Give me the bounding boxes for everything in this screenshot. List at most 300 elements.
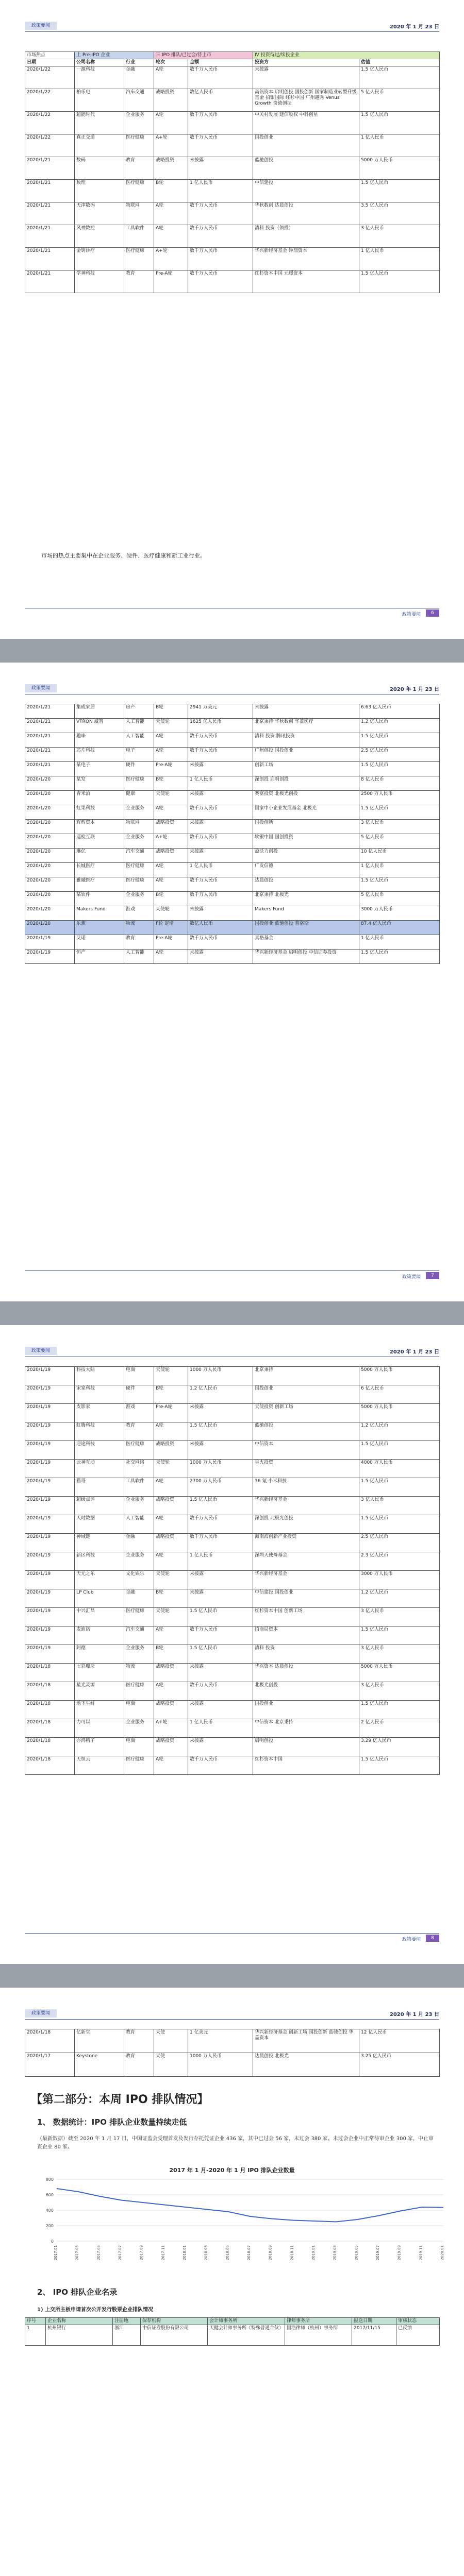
table-cell: 华兴新经济基金: [253, 1571, 359, 1589]
page-header: [25, 1346, 439, 1357]
table-cell: 2020/1/19: [25, 1497, 75, 1515]
table-row: [25, 1460, 440, 1478]
section-1-paragraph: （最新数据）截至 2020 年 1 月 17 日，中国证监会受理首发及发行存托凭证企业 436 家，其中已过会 56 家，未过会 380 家。未过会企业中正常待审企业 300 家，中止审查企业 80 家。: [37, 2136, 434, 2150]
table-cell: 天恒云: [75, 1756, 124, 1775]
table-cell: 12 亿人民币: [359, 2029, 440, 2053]
table-cell: 金融: [124, 1534, 154, 1552]
table-cell: 企业服务: [124, 1645, 154, 1664]
column-header: 保荐机构: [141, 2318, 208, 2325]
table-cell: 亿新堂: [75, 2029, 124, 2053]
y-tick-label: 0: [51, 2239, 54, 2244]
table-cell: 1.5 亿人民币: [359, 762, 440, 776]
table-cell: 未披露: [188, 1404, 253, 1422]
x-tick-label: 2018.05: [225, 2245, 230, 2260]
y-tick-label: 600: [45, 2193, 54, 2197]
page-number: 7: [426, 1272, 439, 1279]
table-cell: 未披露: [188, 820, 253, 834]
table-cell: 2020/1/21: [25, 719, 75, 733]
table-row: [25, 1552, 440, 1571]
table-row: [25, 1422, 440, 1441]
table-cell: 华秋数创 达晨创投: [253, 202, 359, 225]
table-cell: 力可以: [75, 1719, 124, 1738]
table-cell: 战略投资: [154, 1664, 188, 1682]
table-cell: 1.5 亿人民币: [359, 1701, 440, 1719]
table-cell: 2020/1/19: [25, 950, 75, 964]
table-cell: 盈沃力创投: [253, 849, 359, 863]
table-cell: 2020/1/20: [25, 863, 75, 877]
table-cell: 教育: [124, 157, 154, 180]
table-cell: 浙江: [113, 2325, 141, 2346]
table-cell: 华兴新经济基金: [253, 1497, 359, 1515]
table-cell: 深创投 北极光创投: [253, 1515, 359, 1534]
table-cell: 2020/1/21: [25, 270, 75, 293]
table-cell: 2017/11/15: [352, 2325, 396, 2346]
table-cell: 未披露: [188, 906, 253, 921]
table-cell: 一源科技: [75, 66, 124, 89]
table-cell: 2020/1/19: [25, 1422, 75, 1441]
column-header: 企业名称: [46, 2318, 113, 2325]
y-tick-label: 800: [45, 2177, 54, 2182]
x-tick-label: 2017.03: [75, 2245, 79, 2260]
x-tick-label: 2018.01: [183, 2245, 187, 2260]
legend-cell-2: 三 IPO 排队/已过会/待上市: [154, 52, 253, 59]
table-row: [25, 1701, 440, 1719]
table-cell: 数千万人民币: [188, 834, 253, 849]
table-cell: 国投创新: [253, 820, 359, 834]
table-cell: 未披露: [188, 1738, 253, 1756]
table-cell: 健康: [124, 791, 154, 805]
table-cell: 虹腾科技: [75, 1422, 124, 1441]
table-cell: 1 亿人民币: [359, 935, 440, 950]
column-header: 行业: [124, 59, 154, 66]
table-cell: 2020/1/20: [25, 820, 75, 834]
table-cell: 软银中国 国创投资: [253, 834, 359, 849]
table-cell: 2020/1/19: [25, 935, 75, 950]
table-cell: 2020/1/19: [25, 1608, 75, 1626]
table-cell: 5000 万人民币: [359, 1664, 440, 1682]
table-row: [25, 2053, 440, 2077]
table-cell: 天使轮: [154, 1608, 188, 1626]
table-cell: 战略投资: [154, 1497, 188, 1515]
investment-table-2: [25, 704, 440, 964]
table-cell: 招商局资本: [253, 1626, 359, 1645]
table-cell: 3.5 亿人民币: [359, 202, 440, 225]
table-cell: Pre-A轮: [154, 935, 188, 950]
table-cell: 5000 万人民币: [359, 1367, 440, 1385]
table-cell: 2 亿人民币: [359, 1719, 440, 1738]
table-cell: 3000 万人民币: [359, 1571, 440, 1589]
table-cell: A轮: [154, 1682, 188, 1701]
table-cell: 红杉资本中国: [253, 1756, 359, 1775]
table-cell: 猫哥: [75, 1478, 124, 1497]
table-cell: 战略投资: [154, 1534, 188, 1552]
table-cell: 国家中小企业发展基金 北极光: [253, 805, 359, 820]
table-cell: 教育: [124, 270, 154, 293]
table-cell: 2020/1/21: [25, 225, 75, 248]
table-cell: 中兴汇昌: [75, 1608, 124, 1626]
table-cell: 3 亿人民币: [359, 225, 440, 248]
table-cell: 1625 亿人民币: [188, 719, 253, 733]
table-cell: 数千万人民币: [188, 935, 253, 950]
table-row: [25, 2029, 440, 2053]
table-cell: A+轮: [154, 834, 188, 849]
table-cell: 蓝驰创投: [253, 1422, 359, 1441]
table-cell: 国投创业: [253, 134, 359, 157]
page-4: [0, 1988, 464, 2576]
chart-title: 2017 年 1 月-2020 年 1 月 IPO 排队企业数量: [169, 2167, 295, 2174]
table-cell: 医疗健康: [124, 1441, 154, 1460]
table-cell: 金融: [124, 1589, 154, 1608]
x-tick-label: 2018.03: [204, 2245, 208, 2260]
table-cell: 2020/1/20: [25, 921, 75, 935]
table-row: [25, 805, 440, 820]
x-tick-label: 2017.05: [96, 2245, 101, 2260]
table-cell: 麦迪诺: [75, 1626, 124, 1645]
table-cell: 医疗健康: [124, 134, 154, 157]
table-cell: 雅融医疗: [75, 877, 124, 892]
investment-table-3: [25, 1366, 440, 1775]
table-cell: 2020/1/18: [25, 1664, 75, 1682]
table-cell: 医疗健康: [124, 1682, 154, 1701]
x-tick-label: 2019.01: [311, 2245, 316, 2260]
table-cell: 华兴新经济基金 启明创投 中信证券投资: [253, 950, 359, 964]
page-header: [25, 2008, 439, 2020]
page-number: 6: [426, 609, 439, 617]
x-tick-label: 2019.11: [419, 2245, 423, 2260]
table-cell: 1000 万人民币: [188, 1367, 253, 1385]
table-cell: 天时数据: [75, 1515, 124, 1534]
table-cell: 电子: [124, 748, 154, 762]
table-cell: 中信资本: [253, 1441, 359, 1460]
table-cell: 2941 万美元: [188, 704, 253, 719]
table-cell: 未披露: [188, 1701, 253, 1719]
table-cell: 物流: [124, 921, 154, 935]
table-cell: 3.25 亿人民币: [359, 2053, 440, 2077]
table-cell: 数千万人民币: [188, 805, 253, 820]
table-cell: 阿德: [75, 1645, 124, 1664]
table-cell: 1.2 亿人民币: [359, 1422, 440, 1441]
table-cell: 超级点评: [75, 1497, 124, 1515]
legend-cell-3: IV 投资待过/续投企业: [253, 52, 440, 59]
table-cell: 宋家科技: [75, 1385, 124, 1404]
table-cell: 8 亿人民币: [359, 776, 440, 791]
table-cell: 2020/1/20: [25, 805, 75, 820]
table-cell: 人工智能: [124, 950, 154, 964]
table-cell: 2020/1/21: [25, 157, 75, 180]
table-cell: 2020/1/21: [25, 748, 75, 762]
table-cell: 1 亿人民币: [188, 1552, 253, 1571]
table-row: [25, 820, 440, 834]
table-cell: 趣味: [75, 733, 124, 748]
table-cell: 6.63 亿人民币: [359, 704, 440, 719]
table-cell: 未披露: [188, 157, 253, 180]
table-cell: 艾诺: [75, 935, 124, 950]
column-header: 轮次: [154, 59, 188, 66]
header-tag: 政策要闻: [25, 22, 57, 30]
table-cell: 教育: [124, 2029, 154, 2053]
x-tick-label: 2018.09: [268, 2245, 273, 2260]
table-cell: 深创投 启明创投: [253, 776, 359, 791]
table-cell: 战略投资: [154, 1738, 188, 1756]
table-cell: 医疗健康: [124, 776, 154, 791]
table-cell: 教育: [124, 2053, 154, 2077]
table-cell: 2020/1/19: [25, 1515, 75, 1534]
table-cell: 汽车交通: [124, 849, 154, 863]
table-cell: 1.5 亿人民币: [359, 877, 440, 892]
table-cell: 3 亿人民币: [359, 1682, 440, 1701]
table-cell: 数千万人民币: [188, 1534, 253, 1552]
table-cell: 新区科技: [75, 1552, 124, 1571]
table-cell: 天使投资 创新工场: [253, 1404, 359, 1422]
table-cell: 数千万人民币: [188, 248, 253, 270]
table-cell: 数理: [75, 180, 124, 202]
table-cell: 电商: [124, 1367, 154, 1385]
table-cell: 广州创投 国投创业: [253, 748, 359, 762]
table-cell: 电商: [124, 1701, 154, 1719]
table-cell: 学神科技: [75, 270, 124, 293]
table-cell: 1.5 亿人民币: [359, 270, 440, 293]
table-cell: 1 亿人民币: [188, 1719, 253, 1738]
table-cell: 企业服务: [124, 112, 154, 134]
table-cell: 1.5 亿人民币: [359, 1756, 440, 1775]
column-header: 序号: [25, 2318, 46, 2325]
investment-table-4: [25, 2029, 440, 2077]
table-cell: 2020/1/19: [25, 1367, 75, 1385]
table-cell: 1.2 亿人民币: [359, 1589, 440, 1608]
page-footer: [25, 608, 439, 617]
table-cell: 未披露: [188, 791, 253, 805]
table-cell: A轮: [154, 805, 188, 820]
table-cell: 2020/1/18: [25, 1756, 75, 1775]
table-row: [25, 202, 440, 225]
table-cell: 2020/1/21: [25, 704, 75, 719]
table-row: [25, 1664, 440, 1682]
table-cell: 物流: [124, 1664, 154, 1682]
table-cell: 2020/1/21: [25, 202, 75, 225]
table-cell: 企业服务: [124, 1552, 154, 1571]
table-cell: 未披露: [253, 704, 359, 719]
table-cell: 2020/1/19: [25, 1571, 75, 1589]
table-cell: 中关村发展 建信股权 中科创星: [253, 112, 359, 134]
table-cell: 创新工场: [253, 762, 359, 776]
x-tick-label: 2019.05: [354, 2245, 359, 2260]
table-cell: 战略投资: [154, 157, 188, 180]
table-cell: A+轮: [154, 1719, 188, 1738]
table-row: [25, 1719, 440, 1738]
table-cell: A+轮: [154, 248, 188, 270]
table-cell: 数千万人民币: [188, 1515, 253, 1534]
table-cell: 3 亿人民币: [359, 820, 440, 834]
section-1-heading: 1、 数据统计：IPO 排队企业数量持续走低: [37, 2117, 187, 2127]
table-cell: 物联网: [124, 202, 154, 225]
table-cell: 战略投资: [154, 1441, 188, 1460]
table-cell: 乐蕉: [75, 921, 124, 935]
table-cell: 2020/1/20: [25, 849, 75, 863]
table-cell: 数千万人民币: [188, 1682, 253, 1701]
table-cell: 云神互动: [75, 1460, 124, 1478]
table-cell: 清科 投资（领投）: [253, 225, 359, 248]
table-cell: 北京秉持 北极光: [253, 892, 359, 906]
table-cell: Makers Fund: [253, 906, 359, 921]
header-date: 2020 年 1 月 23 日: [389, 687, 439, 692]
page-1: [0, 0, 464, 639]
table-cell: 1.5 亿人民币: [359, 733, 440, 748]
table-cell: 1: [25, 2325, 46, 2346]
table-cell: 星火投资: [253, 1460, 359, 1478]
table-cell: 海南海创新产业投资: [253, 1534, 359, 1552]
table-cell: 天使轮: [154, 906, 188, 921]
x-tick-label: 2017.07: [118, 2245, 122, 2260]
page-footer: [25, 1933, 439, 1942]
column-header: 报送日期: [352, 2318, 396, 2325]
table-cell: 房产: [124, 704, 154, 719]
footer-label: 政策要闻: [402, 1937, 421, 1942]
table-cell: 杭州银行: [46, 2325, 113, 2346]
table-cell: 北京秉持: [253, 1367, 359, 1385]
table-cell: 人工智能: [124, 719, 154, 733]
table-row: [25, 921, 440, 935]
table-cell: B轮: [154, 776, 188, 791]
table-cell: 医疗健康: [124, 863, 154, 877]
table-cell: 硬件: [124, 1385, 154, 1404]
table-header-row: [25, 59, 440, 66]
page-number: 8: [426, 1935, 439, 1942]
table-cell: F轮 定增: [154, 921, 188, 935]
column-header: 公司名称: [75, 59, 124, 66]
table-cell: 战略投资: [154, 849, 188, 863]
section-2-heading: 2、 IPO 排队企业名录: [37, 2287, 118, 2297]
table-cell: 数千万人民币: [188, 202, 253, 225]
table-cell: 数千万人民币: [188, 270, 253, 293]
table-cell: Makers Fund: [75, 906, 124, 921]
table-cell: 2020/1/19: [25, 1385, 75, 1404]
table-cell: 数千万人民币: [188, 733, 253, 748]
header-tag: 政策要闻: [25, 1347, 57, 1355]
table-cell: 3 亿人民币: [359, 1497, 440, 1515]
page-2: [0, 663, 464, 1301]
table-cell: 2.5 亿人民币: [359, 1534, 440, 1552]
table-cell: 天津数码: [75, 202, 124, 225]
table-cell: 数亿人民币: [188, 921, 253, 935]
column-header: 注册地: [113, 2318, 141, 2325]
table-cell: B轮: [154, 892, 188, 906]
table-cell: 神域链: [75, 1534, 124, 1552]
table-cell: 中信建投: [253, 180, 359, 202]
table-row: [25, 180, 440, 202]
table-row: [25, 1756, 440, 1775]
table-cell: 2020/1/20: [25, 776, 75, 791]
table-cell: A轮: [154, 1478, 188, 1497]
table-cell: 地下生鲜: [75, 1701, 124, 1719]
y-tick-label: 200: [45, 2224, 54, 2228]
table-cell: 2500 万人民币: [359, 791, 440, 805]
table-cell: 1.5 亿人民币: [359, 1441, 440, 1460]
table-cell: 数千万人民币: [188, 112, 253, 134]
table-row: [25, 1404, 440, 1422]
table-cell: 2020/1/19: [25, 1441, 75, 1460]
table-cell: 5 亿人民币: [359, 892, 440, 906]
legend-cell-1: 上 Pre-IPO 企业: [75, 52, 154, 59]
table-cell: 2700 万人民币: [188, 1478, 253, 1497]
column-header: 投资方: [253, 59, 359, 66]
table-row: [25, 1571, 440, 1589]
table-cell: 2020/1/22: [25, 66, 75, 89]
table-cell: 2020/1/18: [25, 1701, 75, 1719]
table-cell: 数千万人民币: [188, 134, 253, 157]
table-row: [25, 1478, 440, 1497]
table-cell: 青米泊: [75, 791, 124, 805]
table-cell: 未披露: [188, 1571, 253, 1589]
table-row: [25, 66, 440, 89]
table-cell: 1.5 亿人民币: [359, 112, 440, 134]
table-cell: A轮: [154, 733, 188, 748]
table-top-cell: 市场热点: [25, 52, 75, 59]
header-tag: 政策要闻: [25, 2009, 57, 2018]
table-cell: 达晨创投 北极光: [253, 2053, 359, 2077]
table-cell: 文化娱乐: [124, 1571, 154, 1589]
table-cell: 皮影家: [75, 1404, 124, 1422]
table-cell: 2020/1/19: [25, 1404, 75, 1422]
x-tick-label: 2019.03: [333, 2245, 337, 2260]
table-row: [25, 704, 440, 719]
table-cell: 2020/1/18: [25, 2029, 75, 2053]
table-row: [25, 719, 440, 733]
table-cell: 天元之乐: [75, 1571, 124, 1589]
table-cell: B轮: [154, 180, 188, 202]
table-cell: Pre-A轮: [154, 270, 188, 293]
table-cell: 数千万人民币: [188, 892, 253, 906]
table-cell: 3000 万人民币: [359, 906, 440, 921]
table-cell: 2020/1/20: [25, 892, 75, 906]
table-cell: 5000 万人民币: [359, 157, 440, 180]
table-cell: 2.5 亿人民币: [359, 748, 440, 762]
table-cell: 芯片科技: [75, 748, 124, 762]
column-header: 金额: [188, 59, 253, 66]
table-cell: 科技大陆: [75, 1367, 124, 1385]
table-cell: 企业服务: [124, 1719, 154, 1738]
table-row: [25, 1608, 440, 1626]
x-tick-label: 2017.01: [54, 2245, 58, 2260]
table-cell: 恒产: [75, 950, 124, 964]
table-row: [25, 791, 440, 805]
table-row: [25, 1738, 440, 1756]
table-cell: 真正交道: [75, 134, 124, 157]
table-cell: 未披露: [188, 1589, 253, 1608]
x-tick-label: 2019.07: [376, 2245, 380, 2260]
table-row: [25, 1682, 440, 1701]
table-cell: VTRON 威智: [75, 719, 124, 733]
table-cell: 1 亿人民币: [188, 863, 253, 877]
x-tick-label: 2019.09: [397, 2245, 402, 2260]
table-cell: 数码: [75, 157, 124, 180]
table-cell: 天使轮: [154, 719, 188, 733]
table-cell: 5 亿人民币: [359, 89, 440, 112]
table-cell: 数千万人民币: [188, 66, 253, 89]
table-cell: 2.3 亿人民币: [359, 1552, 440, 1571]
table-row: [25, 863, 440, 877]
table-row: [25, 225, 440, 248]
table-cell: 1 亿人民币: [359, 863, 440, 877]
page-footer: [25, 1270, 439, 1280]
table-cell: 硬件: [124, 762, 154, 776]
table-cell: 1.5 亿人民币: [359, 1515, 440, 1534]
table-cell: 国浩律师（杭州）事务所: [285, 2325, 352, 2346]
table-row: [25, 762, 440, 776]
table-cell: 长城医疗: [75, 863, 124, 877]
table-cell: 2020/1/19: [25, 1552, 75, 1571]
table-cell: 1 亿人民币: [359, 248, 440, 270]
part2-title: 【第二部分：本周 IPO 排队情况】: [31, 2093, 209, 2106]
